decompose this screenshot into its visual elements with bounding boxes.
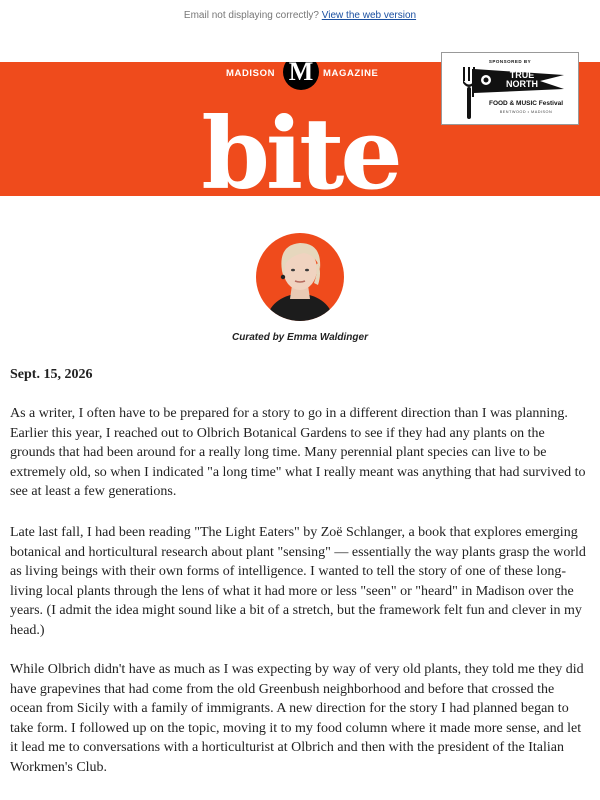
preheader-text: Email not displaying correctly?: [183, 10, 319, 21]
sponsor-subtitle: FOOD & MUSIC Festival: [488, 100, 564, 107]
brand-madison: MADISON: [226, 68, 276, 79]
article-date: Sept. 15, 2026: [10, 367, 93, 382]
article-paragraph: As a writer, I often have to be prepared for a story to go in a different direction than I was planning. Earlier this year, I reached out to Olbrich Botanical Gardens to see if they had any plants on the grounds that had been around for a really long time. Many perennial plant species can live to be extremely old, so when I indicated "a long time" what I really meant was anything that had survived to see at least a few generations.: [10, 406, 586, 499]
curator-avatar: [256, 233, 344, 321]
web-version-link[interactable]: View the web version: [321, 10, 417, 21]
curator-caption: Curated by Emma Waldinger: [232, 332, 368, 343]
sponsor-label: SPONSORED BY: [488, 59, 532, 64]
madison-m-logo: M: [283, 62, 319, 90]
bite-wordmark: bite: [201, 97, 399, 196]
brand-magazine: MAGAZINE: [323, 68, 379, 79]
sponsor-ad[interactable]: [441, 52, 579, 125]
article-paragraph: Late last fall, I had been reading "The Light Eaters" by Zoë Schlanger, a book that explores emerging botanical and horticultural research about plant "sensing" — essentially the way plants grasp the world as living beings with their own forms of intelligence. I wanted to tell the story of one of these long-living local plants through the lens of what it had more or less "seen" or "heard" in Madison over the years. (I admit the idea might sound like a bit of a stretch, but the framework felt fun and clever in my head.): [10, 525, 586, 638]
article-paragraph: While Olbrich didn't have as much as I was expecting by way of very old plants, they told me they did have grapevines that had come from the old Greenbush neighborhood and before that crossed the ocean from Sicily with a family of immigrants. A new direction for the story I had planned began to take form. I followed up on the topic, moving it to my food column where it made more sense, and let it lead me to conversations with a horticulturist at Olbrich and then with the president of the Italian Workmen's Club.: [10, 662, 584, 775]
sponsor-title-line2: NORTH: [506, 79, 538, 89]
sponsor-title: [502, 71, 542, 89]
sponsor-location: BENTWOOD • MADISON: [499, 110, 553, 114]
curator-portrait-icon: [256, 233, 344, 321]
preheader: [0, 10, 600, 21]
sponsor-title-line1: TRUE: [509, 70, 535, 80]
